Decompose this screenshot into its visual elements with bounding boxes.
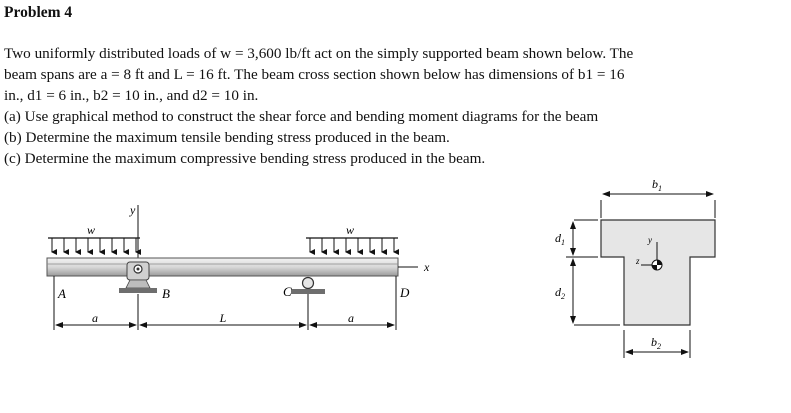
load-left-label: w [86, 223, 96, 237]
x-axis-label: x [424, 260, 430, 274]
section-y-label: y [648, 235, 652, 245]
dim-l-label: L [219, 311, 227, 325]
load-right-label: w [345, 223, 355, 237]
t-section [601, 220, 715, 325]
y-axis-label: y [130, 203, 136, 217]
point-a-label: A [58, 286, 66, 301]
problem-line-2: beam spans are a = 8 ft and L = 16 ft. The beam cross section shown below has dimensions of b1 = 16 [4, 66, 625, 83]
cross-section-diagram [555, 177, 715, 358]
problem-line-3: in., d1 = 6 in., b2 = 10 in., and d2 = 10 in. [4, 87, 259, 104]
problem-line-5: (b) Determine the maximum tensile bending stress produced in the beam. [4, 129, 450, 146]
dim-a-left-label: a [92, 311, 98, 325]
b2-label: $b_2$ [651, 335, 661, 351]
beam-diagram [47, 203, 430, 330]
d1-label: $d_1$ [555, 231, 565, 247]
b1-label: $b_1$ [652, 177, 662, 193]
d2-label: $d_2$ [555, 285, 565, 301]
roller-support-c [291, 278, 325, 295]
centroid-icon [652, 260, 662, 270]
dim-a-right-label: a [348, 311, 354, 325]
point-b-label: B [162, 286, 170, 301]
problem-line-1: Two uniformly distributed loads of w = 3,600 lb/ft act on the simply supported beam shown below. The [4, 45, 634, 62]
right-distributed-load [306, 223, 398, 252]
point-c-label: C [283, 284, 292, 299]
problem-line-4: (a) Use graphical method to construct the shear force and bending moment diagrams for the beam [4, 108, 599, 125]
left-distributed-load [48, 223, 140, 252]
problem-title: Problem 4 [4, 4, 73, 21]
problem-line-6: (c) Determine the maximum compressive bending stress produced in the beam. [4, 150, 486, 167]
point-d-label: D [400, 285, 410, 300]
beam [47, 258, 398, 276]
section-z-label: z [636, 256, 640, 266]
